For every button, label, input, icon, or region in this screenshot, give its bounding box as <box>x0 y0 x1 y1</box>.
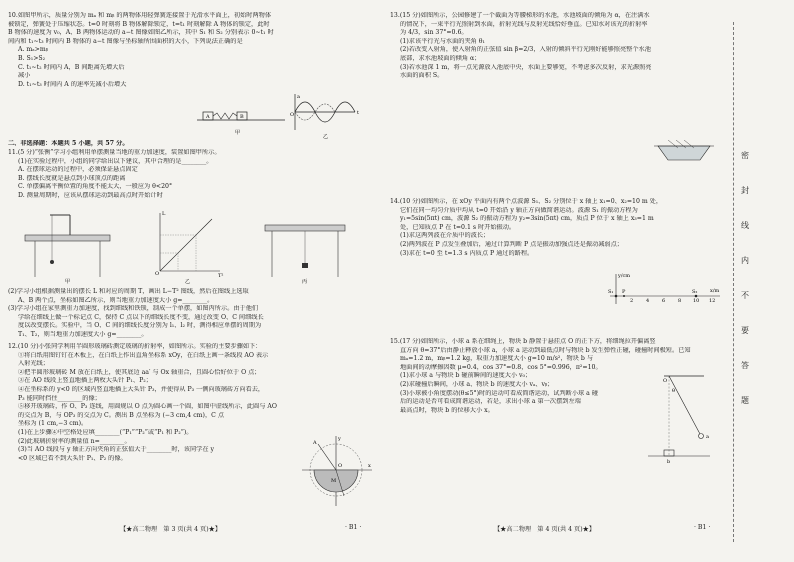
fig15-a: a <box>706 434 709 440</box>
section-2: 二、非选择题：本题共 5 小题，共 57 分。 <box>8 140 129 147</box>
question-11: 11.(5 分)“张衡”学习小组利用单摆测量当地的重力加速度，装置如图甲所示。 (1)在实验过程中，小组的同学给出以下建议，其中合理的是________。 A. 在摆球运动的过程中，必须保证悬点固定 B. 摆线长度就是悬点到小球顶点的距离 C. 单摆偏离平衡位置的角度不能太大，一般应为 θ<20° D. 测量周期时，应该从摆球运动到最高点时开始计时 <box>8 149 221 199</box>
left-footer-code: · B1 · <box>345 524 362 531</box>
fig10-caption-jia: 甲 <box>235 130 241 136</box>
fig14-s1: S₁ <box>608 289 614 295</box>
left-page <box>0 0 380 562</box>
fig12-label-a: A <box>313 440 317 446</box>
figure-15 <box>644 372 714 464</box>
fig10-caption-yi: 乙 <box>323 134 329 140</box>
fig14-axis-y: y/cm <box>618 273 631 279</box>
seal-char: 要 <box>741 326 749 335</box>
seal-char: 封 <box>741 186 749 195</box>
fig11-axis-t2: T² <box>218 273 224 279</box>
figure-10 <box>195 90 365 140</box>
figure-14 <box>604 270 724 306</box>
question-12: 12.(10 分)小张同学利用半圆形玻璃砖测定玻璃的折射率，如图所示。实验的主要步骤如下： ①将白纸用图钉钉在木板上，在白纸上作出直角坐标系 xOy，在白纸上画一条线段 AO 表示 入射光线； ②把半圆形玻璃砖 M 放在白纸上，使其底边 aa′ 与 Ox 轴重合，且圆心恰好位于 O 点； ③在 AO 线段上竖直地插上两枚大头针 P₁、P₂； ④在坐标系的 y<0 的区域内竖直地插上大头针 P₃，并使得从 P₃ 一侧向玻璃砖方向看去， P₃ 能同时挡住________的像； ⑤移开玻璃砖，作 O、P₃ 连线，用圆规以 O 点为圆心画一个圆，如图中虚线所示，此圆与 AO 的交点为 B，与 OP₃ 的交点为 C。测出 B 点坐标为 (−3 cm,4 cm)，C 点 坐标为 (1 cm,−3 cm)。 (1)在上步骤④中空格处应填________(“P₁”“P₂”或“P₁ 和 P₂”)。 (2)此玻璃折射率的测量值 n=________。 (3)当 AO 线段与 y 轴正方向夹角的正弦值大于________时，该同学在 y <0 区域已看不到大头针 P₁、P₂ 的像。 <box>8 343 277 462</box>
fig14-s2: S₂ <box>692 289 698 295</box>
fig11-caption-bing: 丙 <box>302 279 308 285</box>
seal-line <box>733 22 734 542</box>
figure-11 <box>20 205 360 285</box>
figure-13 <box>654 140 714 166</box>
right-footer: 【★高二物理 第 4 页(共 4 页)★】 <box>494 526 596 533</box>
seal-char: 答 <box>741 361 749 370</box>
seal-char: 题 <box>741 396 749 405</box>
fig12-origin: O <box>338 463 343 469</box>
fig14-tick: 6 <box>662 298 666 304</box>
question-14: 14.(10 分)如图所示，在 xOy 平面内有两个点波源 S₁、S₂ 分别位于 x 轴上 x₁=0、x₂=10 m 处， 它们在同一均匀介质中均从 t=0 开始沿 y 轴正方向做简谐运动。波源 S₁ 的振动方程为 y₁=5sin(5πt) cm，波源 S₂ 的振动方程为 y₂=3sin(5πt) cm，质点 P 位于 x 轴上 x₃=1 m 处，已知质点 P 在 t=0.1 s 时开始振动。 (1)求这两列波在介质中的波长； (2)两列波在 P 点发生叠加后，通过计算判断 P 点是振动加强点还是振动减弱点； (3)求在 t=0 至 t=1.3 s 内质点 P 通过的路程。 <box>390 198 663 257</box>
fig10-label-a: A <box>206 114 210 120</box>
fig12-axis-y: y <box>338 436 341 442</box>
fig14-axis-x: x/m <box>710 288 720 294</box>
seal-char: 密 <box>741 151 749 160</box>
seal-char: 线 <box>741 221 749 230</box>
fig10-axis-t: t <box>357 110 360 116</box>
fig14-tick: 8 <box>678 298 682 304</box>
seal-char: 内 <box>741 256 749 265</box>
fig11-caption-jia: 甲 <box>65 279 71 285</box>
question-11-continued: (2)学习小组根据测量出的摆长 L 和对应的周期 T，画出 L−T² 图线，然后在图线上选取 A、B 两个点，坐标如图乙所示，则当地重力加速度大小 g=________。 (3)学习小组在家里测重力加速度，找到细线和铁锁，制成一个单摆，如图丙所示。由于他们 学给在细线上做一个标记点 C，保持 C 点以下的细线长度不变，通过改变 O、C 间细线长 度以改变摆长。实验中，当 O、C 间的细线长度分别为 l₁、l₂ 时，测得相应单摆的周期为 T₁、T₂，则当地重力加速度大小 g=________。 <box>8 288 264 338</box>
fig14-tick: 2 <box>630 298 634 304</box>
right-footer-code: · B1 · <box>694 524 711 531</box>
fig11-axis-l: L <box>162 211 166 217</box>
figure-12 <box>298 432 376 510</box>
fig12-axis-x: x <box>368 463 371 469</box>
fig14-tick: 12 <box>709 298 716 304</box>
question-13: 13.(15 分)如图所示，公园修建了一个截面为等腰梯形的水池，水池坡面的倾角为 α，在注满水 的情况下，一束平行光照射到水面，折射光线与反射光线恰好垂直。已知水对该光的折射率 为 4/3，sin 37°=0.6。 (1)求该平行光与水面的夹角 θ₁ (2)若改变入射角，使入射角的正弦值 sin β=2/3，入射的倾斜平行光刚好能够照亮整个水池 底部，求水池坡面的倾角 α； (3)若水池深 1 m，将一点光源放入池底中央，水面上要够宽，不考虑多次反射，求光源照亮 水面的面积 S。 <box>390 12 652 80</box>
question-15: 15.(17 分)如图所示，小球 a 系在细绳上，物块 b 静置于悬挂点 O 的正下方，将细绳拉开偏离竖 直方向 θ=37°后由静止释放小球 a，小球 a 运动到最低点时与物块 b 发生弹性正碰，碰撞时间极短。已知 mₐ=1.2 m，mᵦ=1.2 kg，取重力加速度大小 g=10 m/s²，物块 b 与 地面间的动摩擦因数 μ=0.4，cos 37°=0.8，cos 5°=0.996，π²=10。 (1)求小球 a 与物块 b 碰前瞬间的速度大小 v₀； (2)求碰撞后瞬间，小球 a、物块 b 的速度大小 vₐ、vᵦ； (3)小球被小角度摆动(θ≤5°)时的运动可看成简谐运动，试判断小球 a 碰 后的运动是否可看成简谐运动，若是，求出小球 a 第一次摆到左端 最高点时，物块 b 的位移大小 x。 <box>390 338 691 414</box>
left-footer: 【★高二物理 第 3 页(共 4 页)★】 <box>120 526 222 533</box>
seal-char: 不 <box>741 291 749 300</box>
fig11-origin: O <box>155 271 160 277</box>
fig14-p: P <box>622 289 626 295</box>
question-10: 10.如图甲所示，质量分别为 mₐ 和 mᵦ 的两物体用轻弹簧连接置于光滑水平面上，初始时两物体 被锁定，弹簧处于压缩状态。t=0 时刻将 B 物体解除锁定，t=t₁ 时刻解除 A 物体的锁定，此时 B 物体的速度为 v₀，A、B 两物体运动的 a−t 图像如图乙所示，其中 S₁ 和 S₂ 分别表示 0~t₁ 时 间内和 t₁~t₃ 时间内 B 物体的 a−t 图像与坐标轴所围面积的大小，下列说法正确的是 A. mₐ>mᵦ B. S₁>S₂ C. t₁~t₂ 时间内 A，B 间距离先增大后 减小 D. t₁~t₃ 时间内 A 的速率先减小后增大 <box>8 12 274 88</box>
fig15-b: b <box>667 459 671 464</box>
fig11-caption-yi: 乙 <box>185 279 191 285</box>
fig12-label-m: M <box>331 478 337 484</box>
fig15-o: O <box>663 378 668 384</box>
fig10-axis-a: a <box>297 94 300 100</box>
fig15-theta: θ <box>672 388 676 394</box>
fig14-tick: 10 <box>693 298 700 304</box>
fig14-tick: 4 <box>646 298 650 304</box>
fig10-label-b: B <box>240 114 244 120</box>
fig10-origin: O <box>290 112 295 118</box>
